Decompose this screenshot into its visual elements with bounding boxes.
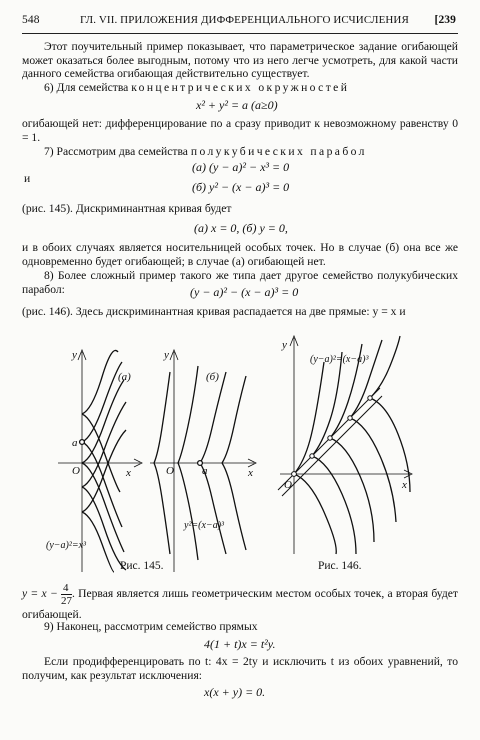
curve-b4-upper xyxy=(222,376,246,463)
fig145b-origin-label: O xyxy=(166,465,174,477)
singular-point-146-2 xyxy=(310,454,314,458)
paragraph-9 xyxy=(22,582,458,623)
fig145b-point-label: a xyxy=(202,465,208,477)
paragraph-4-spaced: полукубических парабол xyxy=(190,145,367,158)
figure-145-curves-a xyxy=(80,350,126,572)
fig145a-equation-label: (y−a)²=x³ xyxy=(46,540,87,551)
equation-lines: 4(1 + t)x = t²y. xyxy=(204,637,276,651)
fraction-numerator: 4 xyxy=(61,582,72,595)
paragraph-8: (рис. 146). Здесь дискриминантная кривая распадается на две прямые: y = x и xyxy=(22,305,406,318)
equation-discriminant: (а) x = 0, (б) y = 0, xyxy=(194,221,288,235)
figure-146-curves xyxy=(294,336,410,554)
paragraph-4 xyxy=(44,145,367,159)
fig146-equation-label: (y−a)²=(x−a)³ xyxy=(310,354,369,365)
fig145a-panel-label: (a) xyxy=(118,371,131,383)
paragraph-6: и в обоих случаях является носительницей особых точек. Но в случае (б) она все же одновременно будет огибающей; в случае (а) огибающей нет. xyxy=(22,241,458,268)
paragraph-7: 8) Более сложный пример такого же типа дает другое семейство полукубических парабол: xyxy=(22,269,458,296)
paragraph-9-lead: y = x − xyxy=(22,587,58,601)
paragraph-1: Этот поучительный пример показывает, что параметрическое задание огибающей может оказаться более выгодным, потому что из него легче усмотреть, для какой части данного семейства огибающая действительно существует. xyxy=(22,40,458,80)
singular-point-146-5 xyxy=(368,396,372,400)
fig146-origin-label: O xyxy=(284,479,292,491)
singular-point-146-4 xyxy=(348,416,352,420)
running-header xyxy=(22,14,456,32)
figure-146-axes xyxy=(280,336,412,554)
equation-family-a: (а) (y − a)² − x³ = 0 xyxy=(192,160,290,174)
curve-b2-upper xyxy=(178,366,198,463)
paragraph-11: Если продифференцировать по t: 4x = 2ty и исключить t из обоих уравнений, то получим, как результат исключения: xyxy=(22,655,458,682)
fig145a-point-label: a xyxy=(72,437,78,449)
fraction-4-27 xyxy=(61,582,72,607)
fig145a-axis-x-label: x xyxy=(126,467,131,479)
fig145b-axis-x-label: x xyxy=(248,467,253,479)
curve-b1-upper xyxy=(154,372,170,463)
chapter-title: ГЛ. VII. ПРИЛОЖЕНИЯ ДИФФЕРЕНЦИАЛЬНОГО ИСЧИСЛЕНИЯ xyxy=(80,14,409,26)
curve-146-5-upper xyxy=(370,336,400,398)
equation-family-b: (б) y² − (x − a)³ = 0 xyxy=(192,180,290,194)
envelope-line xyxy=(282,396,382,496)
figure-146-caption: Рис. 146. xyxy=(318,560,362,572)
curve-146-1-upper xyxy=(294,362,324,474)
equation-result: x(x + y) = 0. xyxy=(204,685,266,699)
fig145a-axis-y-label: y xyxy=(72,349,77,361)
curve-b3-upper xyxy=(200,372,226,463)
figure-146 xyxy=(270,322,470,562)
fig146-axis-y-label: y xyxy=(282,339,287,351)
fig146-axis-x-label: x xyxy=(402,479,407,491)
paragraph-2-lead: 6) Для семейства xyxy=(44,81,132,94)
figure-145 xyxy=(22,322,272,577)
curve-b4-lower xyxy=(222,463,246,550)
equation-family-146: (y − a)² − (x − a)³ = 0 xyxy=(190,285,299,299)
fig145a-origin-label: O xyxy=(72,465,80,477)
singular-point-a xyxy=(80,440,85,445)
curve-b2-lower xyxy=(178,463,198,560)
fig145b-axis-y-label: y xyxy=(164,349,169,361)
header-rule xyxy=(22,33,458,34)
paragraph-10: 9) Наконец, рассмотрим семейство прямых xyxy=(44,620,258,633)
singular-point-146-1 xyxy=(292,472,297,477)
paragraph-9-rest: . Первая является лишь геометрическим местом особых точек, а вторая будет огибающей. xyxy=(22,587,458,621)
figure-145-axes xyxy=(58,350,256,572)
singular-point-146-3 xyxy=(328,436,332,440)
paragraph-2 xyxy=(44,81,349,95)
page-number-right: [239 xyxy=(434,14,456,26)
paragraph-4-lead: 7) Рассмотрим два семейства xyxy=(44,145,191,158)
fig145b-panel-label: (б) xyxy=(206,371,219,383)
equation-circles: x² + y² = a (a≥0) xyxy=(196,98,278,112)
fraction-denominator: 27 xyxy=(60,595,72,607)
paragraph-5: (рис. 145). Дискриминантная кривая будет xyxy=(22,202,232,215)
figure-145-labels xyxy=(46,349,253,551)
conjunction-and: и xyxy=(24,172,31,185)
figure-145-caption: Рис. 145. xyxy=(120,560,164,572)
curve-146-3-lower xyxy=(330,438,374,542)
paragraph-2-spaced: концентрических окружностей xyxy=(131,81,350,94)
page-number-left: 548 xyxy=(22,14,40,26)
paragraph-3: огибающей нет: дифференцирование по a сразу приводит к невозможному равенству 0 = 1. xyxy=(22,117,458,144)
fig145b-equation-label: y²=(x−a)³ xyxy=(184,520,225,531)
curve-146-1-lower xyxy=(294,474,336,554)
